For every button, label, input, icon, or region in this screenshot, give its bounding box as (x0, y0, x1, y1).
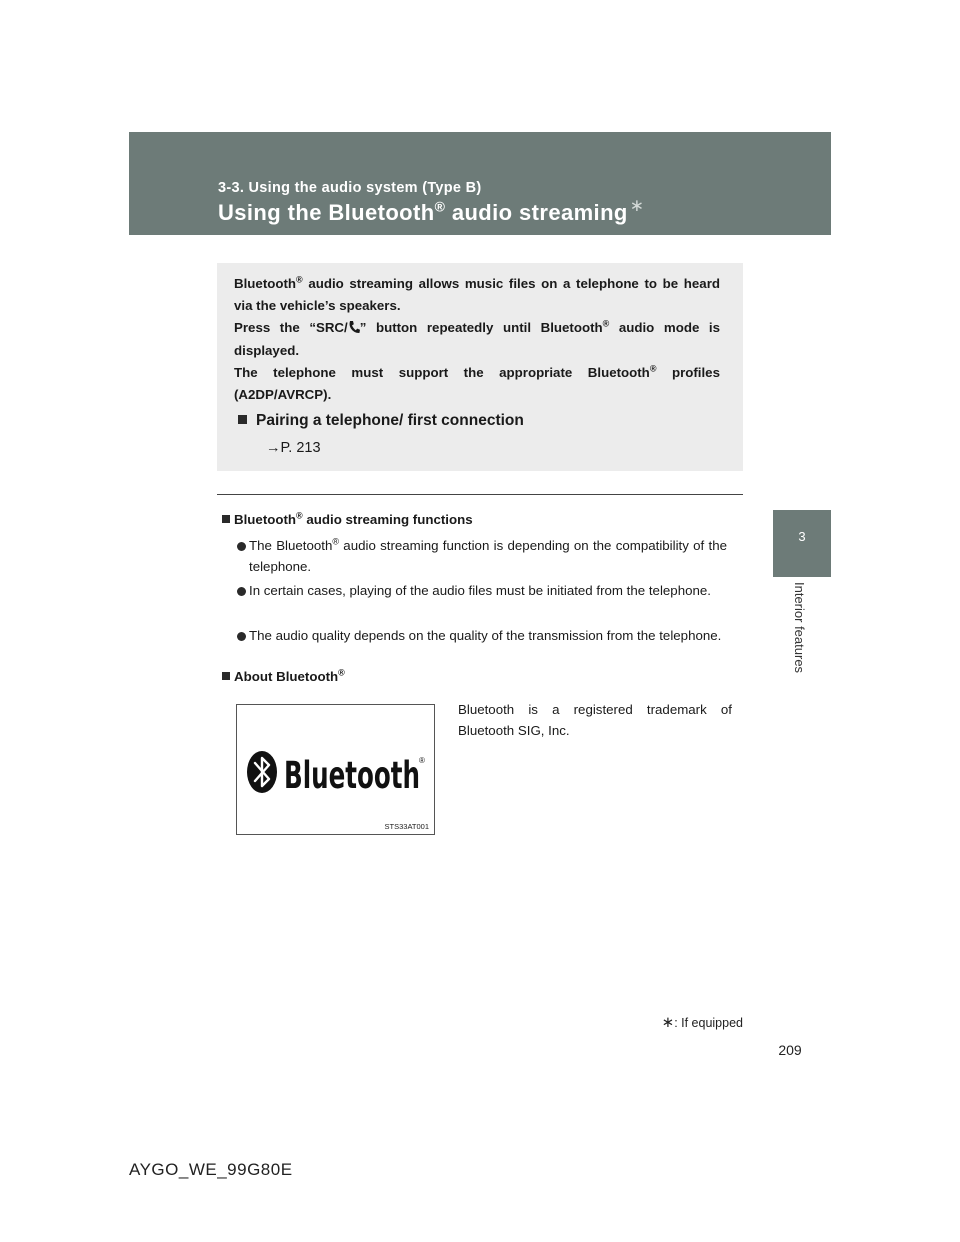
footnote-text: : If equipped (674, 1016, 743, 1030)
chapter-number: 3 (798, 529, 806, 544)
bluetooth-logo-figure (236, 704, 435, 835)
list-item (249, 581, 727, 602)
functions-heading-text: audio streaming functions (302, 512, 473, 527)
intro-text-span: profiles (A2DP/AVRCP). (234, 364, 720, 403)
reg-mark: ® (649, 363, 657, 374)
pairing-subheading (238, 412, 524, 430)
intro-text-span: Bluetooth (234, 276, 297, 291)
functions-heading (222, 512, 473, 527)
document-code: AYGO_WE_99G80E (129, 1160, 293, 1179)
title-rest: audio streaming (445, 200, 628, 225)
pairing-subheading-text: Pairing a telephone/ first connection (256, 412, 524, 429)
bluetooth-logo-icon (237, 705, 434, 834)
list-item (249, 536, 727, 577)
bluetooth-trademark-text: Bluetooth is a registered trademark of Bluetooth SIG, Inc. (458, 702, 732, 738)
square-bullet-icon (222, 515, 230, 523)
page-number: 209 (778, 1042, 802, 1058)
about-heading (222, 669, 345, 684)
reg-mark: ® (602, 318, 610, 329)
title-reg-mark: ® (434, 198, 446, 215)
intro-text-span: ” button repeatedly until Bluetooth (359, 320, 603, 336)
square-bullet-icon (238, 415, 247, 424)
bluetooth-logo-wordmark: Bluetooth (284, 754, 420, 797)
footnote-asterisk: ∗ (661, 1014, 675, 1031)
section-label: 3-3. Using the audio system (Type B) (218, 180, 482, 196)
intro-paragraph-3 (234, 362, 720, 406)
list-item-text: The audio quality depends on the quality of the transmission from the telephone. (249, 628, 722, 643)
reg-mark: ® (296, 274, 303, 285)
reg-mark: ® (338, 667, 345, 678)
title-main: Using the Bluetooth (218, 200, 435, 225)
intro-paragraph-1 (234, 273, 720, 317)
figure-code: STS33AT001 (384, 822, 429, 831)
page-title (218, 196, 644, 226)
intro-text (234, 273, 720, 406)
logo-reg-mark: ® (419, 756, 425, 765)
square-bullet-icon (222, 672, 230, 680)
bullet-dot-icon (237, 632, 246, 641)
intro-text-span: audio mode is displayed. (234, 320, 721, 358)
list-item-text: The Bluetooth (249, 538, 333, 553)
chapter-label: Interior features (792, 582, 807, 674)
intro-text-span: The telephone must support the appropriate Bluetooth (234, 364, 650, 380)
list-item-text: audio streaming function is depending on the compatibility of the telephone. (249, 538, 728, 574)
chapter-tab (773, 510, 831, 577)
reg-mark: ® (296, 510, 303, 521)
about-heading-text: About Bluetooth (234, 669, 339, 684)
bullet-dot-icon (237, 587, 246, 596)
page-reference-link[interactable]: →P. 213 (266, 440, 321, 456)
footnote (662, 1013, 743, 1031)
list-item (249, 626, 727, 647)
intro-paragraph-2 (234, 317, 720, 361)
title-asterisk: ∗ (629, 196, 645, 215)
intro-text-span: Press the “SRC/ (234, 320, 348, 336)
reg-mark: ® (332, 536, 340, 547)
intro-box (217, 263, 743, 471)
functions-heading-text: Bluetooth (234, 512, 297, 527)
phone-icon (348, 320, 360, 334)
section-divider (217, 494, 743, 495)
bullet-dot-icon (237, 542, 246, 551)
intro-text-span: audio streaming allows music files on a telephone to be heard via the vehicle’s speakers. (234, 276, 720, 314)
list-item-text: In certain cases, playing of the audio files must be initiated from the telephone. (249, 583, 711, 598)
